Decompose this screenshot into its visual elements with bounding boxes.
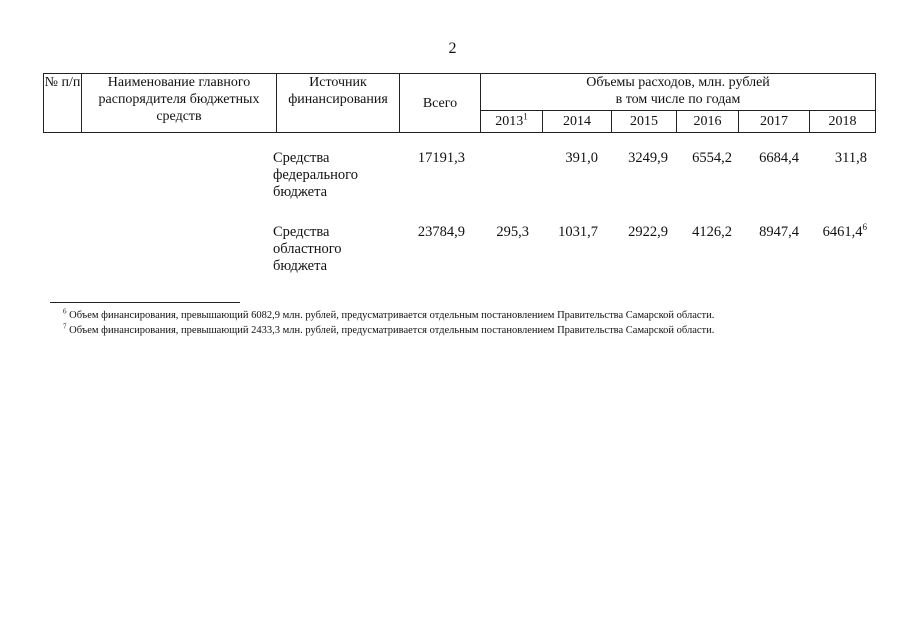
value-cell-2016: 6554,2 — [692, 150, 732, 166]
footnote: $^6$ Объем финансирования, превышающий 6082,9 млн. рублей, предусматривается отдельным постановлением Правительства Самарской области. — [63, 307, 715, 321]
value-cell-2017: 8947,4 — [759, 224, 799, 240]
header-year-2014: 2014 — [543, 111, 612, 133]
source-cell: Средства областного бюджета — [273, 224, 342, 274]
table-row — [43, 224, 875, 294]
header-total: Всего — [400, 74, 481, 133]
header-source: Источник финансирования — [277, 74, 400, 133]
header-year-2013: 2013$^1$ — [481, 111, 543, 133]
table-row — [43, 150, 875, 220]
header-volumes-line2: в том числе по годам — [615, 92, 741, 107]
value-cell-2015: 3249,9 — [628, 150, 668, 166]
footnotes — [63, 308, 714, 338]
footnote: $^7$ Объем финансирования, превышающий 2433,3 млн. рублей, предусматривается отдельным постановлением Правительства Самарской области. — [63, 322, 715, 336]
table-header — [43, 73, 876, 133]
header-name: Наименование главного распорядителя бюджетных средств — [82, 74, 277, 133]
header-year-2015: 2015 — [612, 111, 677, 133]
header-year-2017: 2017 — [739, 111, 810, 133]
value-cell-2013: 295,3 — [496, 224, 529, 240]
value-cell-2014: 391,0 — [565, 150, 598, 166]
value-cell-2016: 4126,2 — [692, 224, 732, 240]
header-volumes — [481, 74, 876, 111]
value-cell-2017: 6684,4 — [759, 150, 799, 166]
table-body — [43, 150, 875, 290]
page-number: 2 — [448, 40, 457, 57]
header-num: № п/п — [44, 74, 82, 133]
total-cell: 23784,9 — [417, 224, 465, 240]
total-cell: 17191,3 — [417, 150, 465, 166]
value-cell-2018: 6461,4$^6$ — [822, 222, 867, 240]
value-cell-2018: 311,8 — [834, 150, 867, 166]
source-cell: Средства федерального бюджета — [273, 150, 358, 200]
value-cell-2015: 2922,9 — [628, 224, 668, 240]
header-year-2016: 2016 — [677, 111, 739, 133]
footnote-divider — [50, 302, 240, 303]
header-year-2018: 2018 — [810, 111, 876, 133]
header-volumes-line1: Объемы расходов, млн. рублей — [586, 75, 770, 90]
value-cell-2014: 1031,7 — [558, 224, 598, 240]
